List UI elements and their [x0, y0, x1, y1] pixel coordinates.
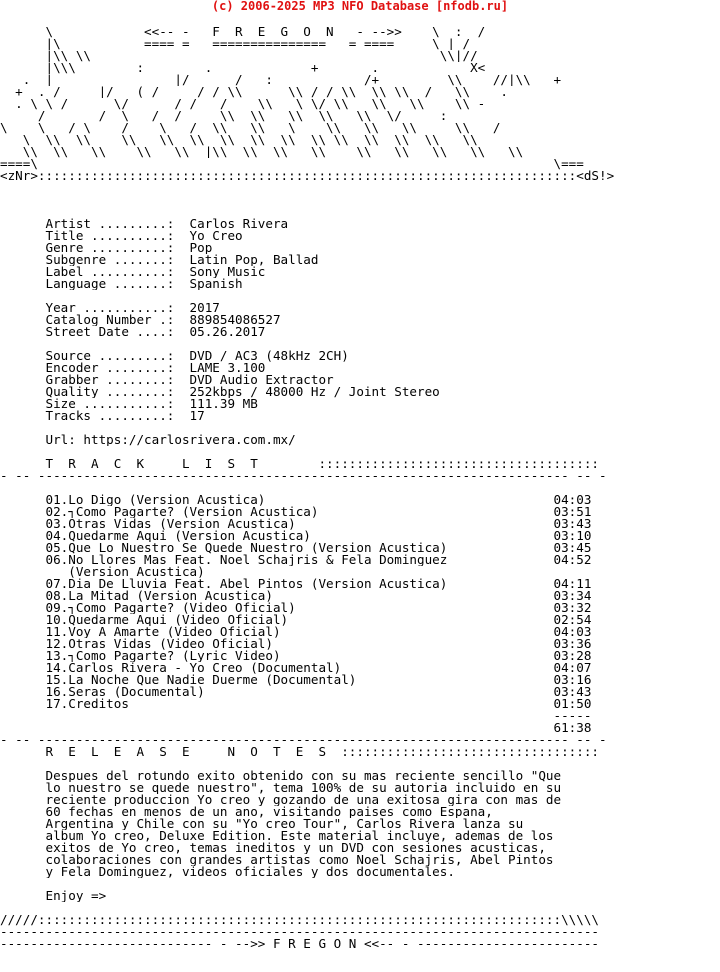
nfo-line: ____ / ____/ \ _/ / __\\ \\ \\ _\\ \\ \/ ___:____ [0, 110, 478, 122]
nfo-line: Artist .........: Carlos Rivera [0, 218, 289, 230]
nfo-line: 10.Quedarme Aqui (Video Oficial) 02:54 [0, 614, 592, 626]
nfo-line: 06.No Llores Mas Feat. Noel Schajris & Fela Dominguez 04:52 [0, 554, 592, 566]
nfo-line: Quality ........: 252kbps / 48000 Hz / Joint Stereo [0, 386, 440, 398]
nfo-line [0, 290, 720, 302]
nfo-line [0, 338, 720, 350]
nfo-line: Encoder ........: LAME 3.100 [0, 362, 266, 374]
nfo-line: Despues del rotundo exito obtenido con su mas reciente sencillo "Que [0, 770, 562, 782]
nfo-line: Street Date ....: 05.26.2017 [0, 326, 266, 338]
nfo-line: (Version Acustica) [0, 566, 205, 578]
nfo-line: 01.Lo Digo (Version Acustica) 04:03 [0, 494, 592, 506]
nfo-line: |\\ \\ \\|// [0, 50, 478, 62]
nfo-line: Title ..........: Yo Creo [0, 230, 243, 242]
nfo-line [0, 950, 720, 962]
nfo-line: Language .......: Spanish [0, 278, 243, 290]
nfo-line: 02.┐Como Pagarte? (Version Acustica) 03:51 [0, 506, 592, 518]
nfo-line [0, 878, 720, 890]
nfo-line: <zNr>:::::::::::::::::::::::::::::::::::::::::::::::::::::::::::::::::::::::<dS!> [0, 170, 615, 182]
nfo-line [0, 14, 720, 26]
nfo-line: _ . |____ _ _ |/ /_ : _ /+ _____ \\ _//|\\ + [0, 74, 562, 86]
nfo-line: 16.Seras (Documental) 03:43 [0, 686, 592, 698]
nfo-line: ______________________________________________________________________________ [0, 902, 599, 914]
nfo-line: T R A C K L I S T ::::::::::::::::::::::::::::::::::::: [0, 458, 599, 470]
nfo-line: _______________________________________________________________________________ [0, 194, 599, 206]
nfo-line: 14.Carlos Rivera - Yo Creo (Documental) 04:07 [0, 662, 592, 674]
nfo-line: 08.La Mitad (Version Acustica) 03:34 [0, 590, 592, 602]
nfo-line: ------------------------------------------------------------------------------- [0, 926, 599, 938]
nfo-document [0, 14, 720, 962]
nfo-line: Size ...........: 111.39 MB [0, 398, 258, 410]
nfo-line: colaboraciones con grandes artistas como Noel Schajris, Abel Pintos [0, 854, 554, 866]
nfo-line: Url: https://carlosrivera.com.mx/ [0, 434, 296, 446]
nfo-line [0, 182, 720, 194]
nfo-line: \\__\\___\\____\\___\\__|\\__\\__\\___\\____\\___\\___\\___\\___\\____ [0, 146, 554, 158]
nfo-line: - -- ---------------------------------------------------------------------- -- - [0, 470, 607, 482]
nfo-line: exitos de Yo creo, temas ineditos y un DVD con sesiones acusticas, [0, 842, 546, 854]
nfo-line: Genre ..........: Pop [0, 242, 213, 254]
nfo-line [0, 422, 720, 434]
nfo-line: 05.Que Lo Nuestro Se Quede Nuestro (Version Acustica) 03:45 [0, 542, 592, 554]
nfo-line: 60 fechas en menos de un ano, visitando paises como Espana, [0, 806, 493, 818]
nfo-line: |\ _ ==== = =============== = ==== \ | /_ [0, 38, 478, 50]
nfo-line [0, 206, 720, 218]
nfo-line: ___\ \\ \\ \\ \\ \\ \\ \\ \\ \\ \\ \\ \\ \\ \\ ________ [0, 134, 554, 146]
nfo-line: Tracks .........: 17 [0, 410, 205, 422]
nfo-line: _ |\\\________:________._____________+_______.____________X< [0, 62, 486, 74]
nfo-line: \ <<-- - F R E G O N - -->> \ : / [0, 26, 486, 38]
nfo-line [0, 482, 720, 494]
nfo-line: Year ...........: 2017 [0, 302, 220, 314]
nfo-line: \__ \___/_\____/____\___/__\\___\\___\____\\___\\___\\_____\\___/ [0, 122, 501, 134]
nfo-line: Subgenre .......: Latin Pop, Ballad [0, 254, 319, 266]
nfo-line: Grabber ........: DVD Audio Extractor [0, 374, 334, 386]
nfo-line: 12.Otras Vidas (Video Oficial) 03:36 [0, 638, 592, 650]
nfo-line: ---------------------------- - -->> F R E G O N <<-- - ------------------------ [0, 938, 599, 950]
nfo-line: 09.┐Como Pagarte? (Video Oficial) 03:32 [0, 602, 592, 614]
nfo-line: 13.┐Como Pagarte? (Lyric Video) 03:28 [0, 650, 592, 662]
nfo-line: 11.Voy A Amarte (Video Oficial) 04:03 [0, 626, 592, 638]
nfo-line: ----- [0, 710, 592, 722]
nfo-line: /////:::::::::::::::::::::::::::::::::::::::::::::::::::::::::::::::::::::\\\\\ [0, 914, 599, 926]
nfo-line [0, 758, 720, 770]
nfo-line: album Yo creo, Deluxe Edition. Este material incluye, ademas de los [0, 830, 554, 842]
nfo-line: Enjoy => [0, 890, 107, 902]
nfodb-copyright-link[interactable]: (c) 2006-2025 MP3 NFO Database [nfodb.ru] [211, 0, 509, 13]
nfo-line: lo nuestro se quede nuestro", tema 100% de su autoria incluido en su [0, 782, 562, 794]
nfo-line: R E L E A S E N O T E S :::::::::::::::::::::::::::::::::: [0, 746, 599, 758]
nfo-line: 04.Quedarme Aqui (Version Acustica) 03:10 [0, 530, 592, 542]
nfo-line: y Fela Dominguez, videos oficiales y dos documentales. [0, 866, 455, 878]
nfo-line: . \ \_/ ____\/ ___/_/ / \\ _\_\/_\\ \\ _\\ ___\\ - [0, 98, 486, 110]
nfo-line: ====\____________________________________________________________________\=== [0, 158, 584, 170]
nfo-line: 61:38 [0, 722, 592, 734]
nfo-line: Label ..........: Sony Music [0, 266, 266, 278]
nfo-line: reciente produccion Yo creo y gozando de una exitosa gira con mas de [0, 794, 562, 806]
nfo-line: 03.Otras Vidas (Version Acustica) 03:43 [0, 518, 592, 530]
nfo-line: + ._/ ___|/ __( / ___/ /_\\ ____ \\_/_/ \\ \\ \\ / __\\ _ . [0, 86, 508, 98]
nfo-line: Argentina y Chile con su "Yo creo Tour", Carlos Rivera lanza su [0, 818, 524, 830]
nfo-line: Catalog Number .: 889854086527 [0, 314, 281, 326]
nfo-line: 15.La Noche Que Nadie Duerme (Documental) 03:16 [0, 674, 592, 686]
nfo-line: 07.Dia De Lluvia Feat. Abel Pintos (Version Acustica) 04:11 [0, 578, 592, 590]
nfo-line: 17.Creditos 01:50 [0, 698, 592, 710]
nfo-line [0, 446, 720, 458]
nfo-line: Source .........: DVD / AC3 (48kHz 2CH) [0, 350, 349, 362]
nfo-line: - -- ---------------------------------------------------------------------- -- - [0, 734, 607, 746]
